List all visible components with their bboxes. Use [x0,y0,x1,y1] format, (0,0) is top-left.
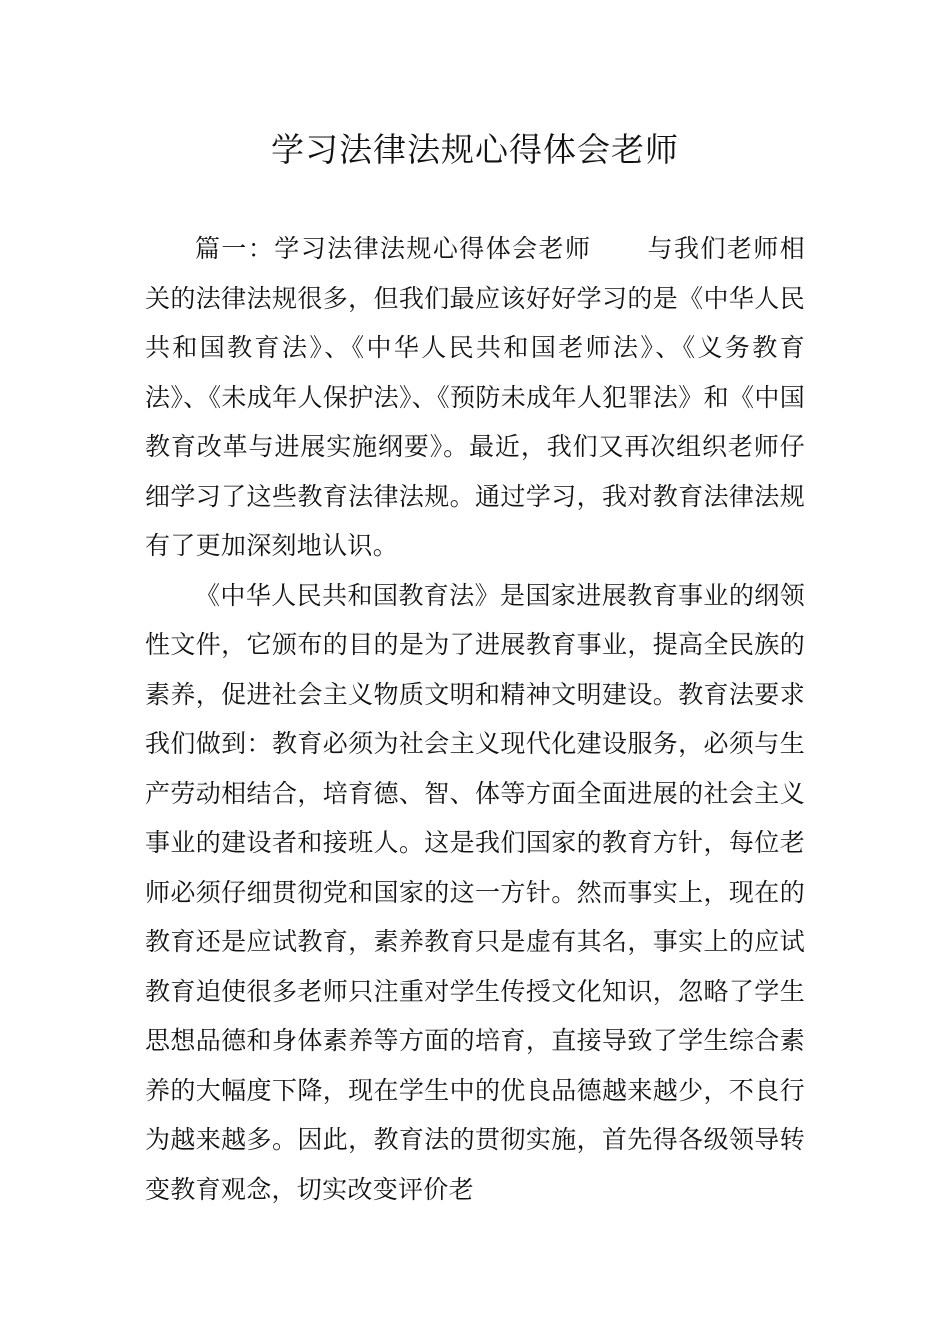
paragraph-2 [145,571,805,1215]
document-body [145,224,805,1214]
document-title: 学习法律法规心得体会老师 [271,130,679,169]
paragraph-1-text: 与我们老师相关的法律法规很多，但我们最应该好好学习的是《中华人民共和国教育法》、《中华人民共和国老师法》、《义务教育法》、《未成年人保护法》、《预防未成年人犯罪法》和《中国教育改革与进展实施纲要》。最近，我们又再次组织老师仔细学习了这些教育法律法规。通过学习，我对教育法律法规有了更加深刻地认识。 [145,234,805,560]
paragraph-2-text: 《中华人民共和国教育法》是国家进展教育事业的纲领性文件，它颁布的目的是为了进展教育事业，提高全民族的素养，促进社会主义物质文明和精神文明建设。教育法要求我们做到：教育必须为社会主义现代化建设服务，必须与生产劳动相结合，培育德、智、体等方面全面进展的社会主义事业的建设者和接班人。这是我们国家的教育方针，每位老师必须仔细贯彻党和国家的这一方针。然而事实上，现在的教育还是应试教育，素养教育只是虚有其名，事实上的应试教育迫使很多老师只注重对学生传授文化知识，忽略了学生思想品德和身体素养等方面的培育，直接导致了学生综合素养的大幅度下降，现在学生中的优良品德越来越少，不良行为越来越多。因此，教育法的贯彻实施，首先得各级领导转变教育观念，切实改变评价老 [145,580,805,1204]
paragraph-1 [145,224,805,571]
section-heading: 篇一：学习法律法规心得体会老师 [195,234,592,263]
